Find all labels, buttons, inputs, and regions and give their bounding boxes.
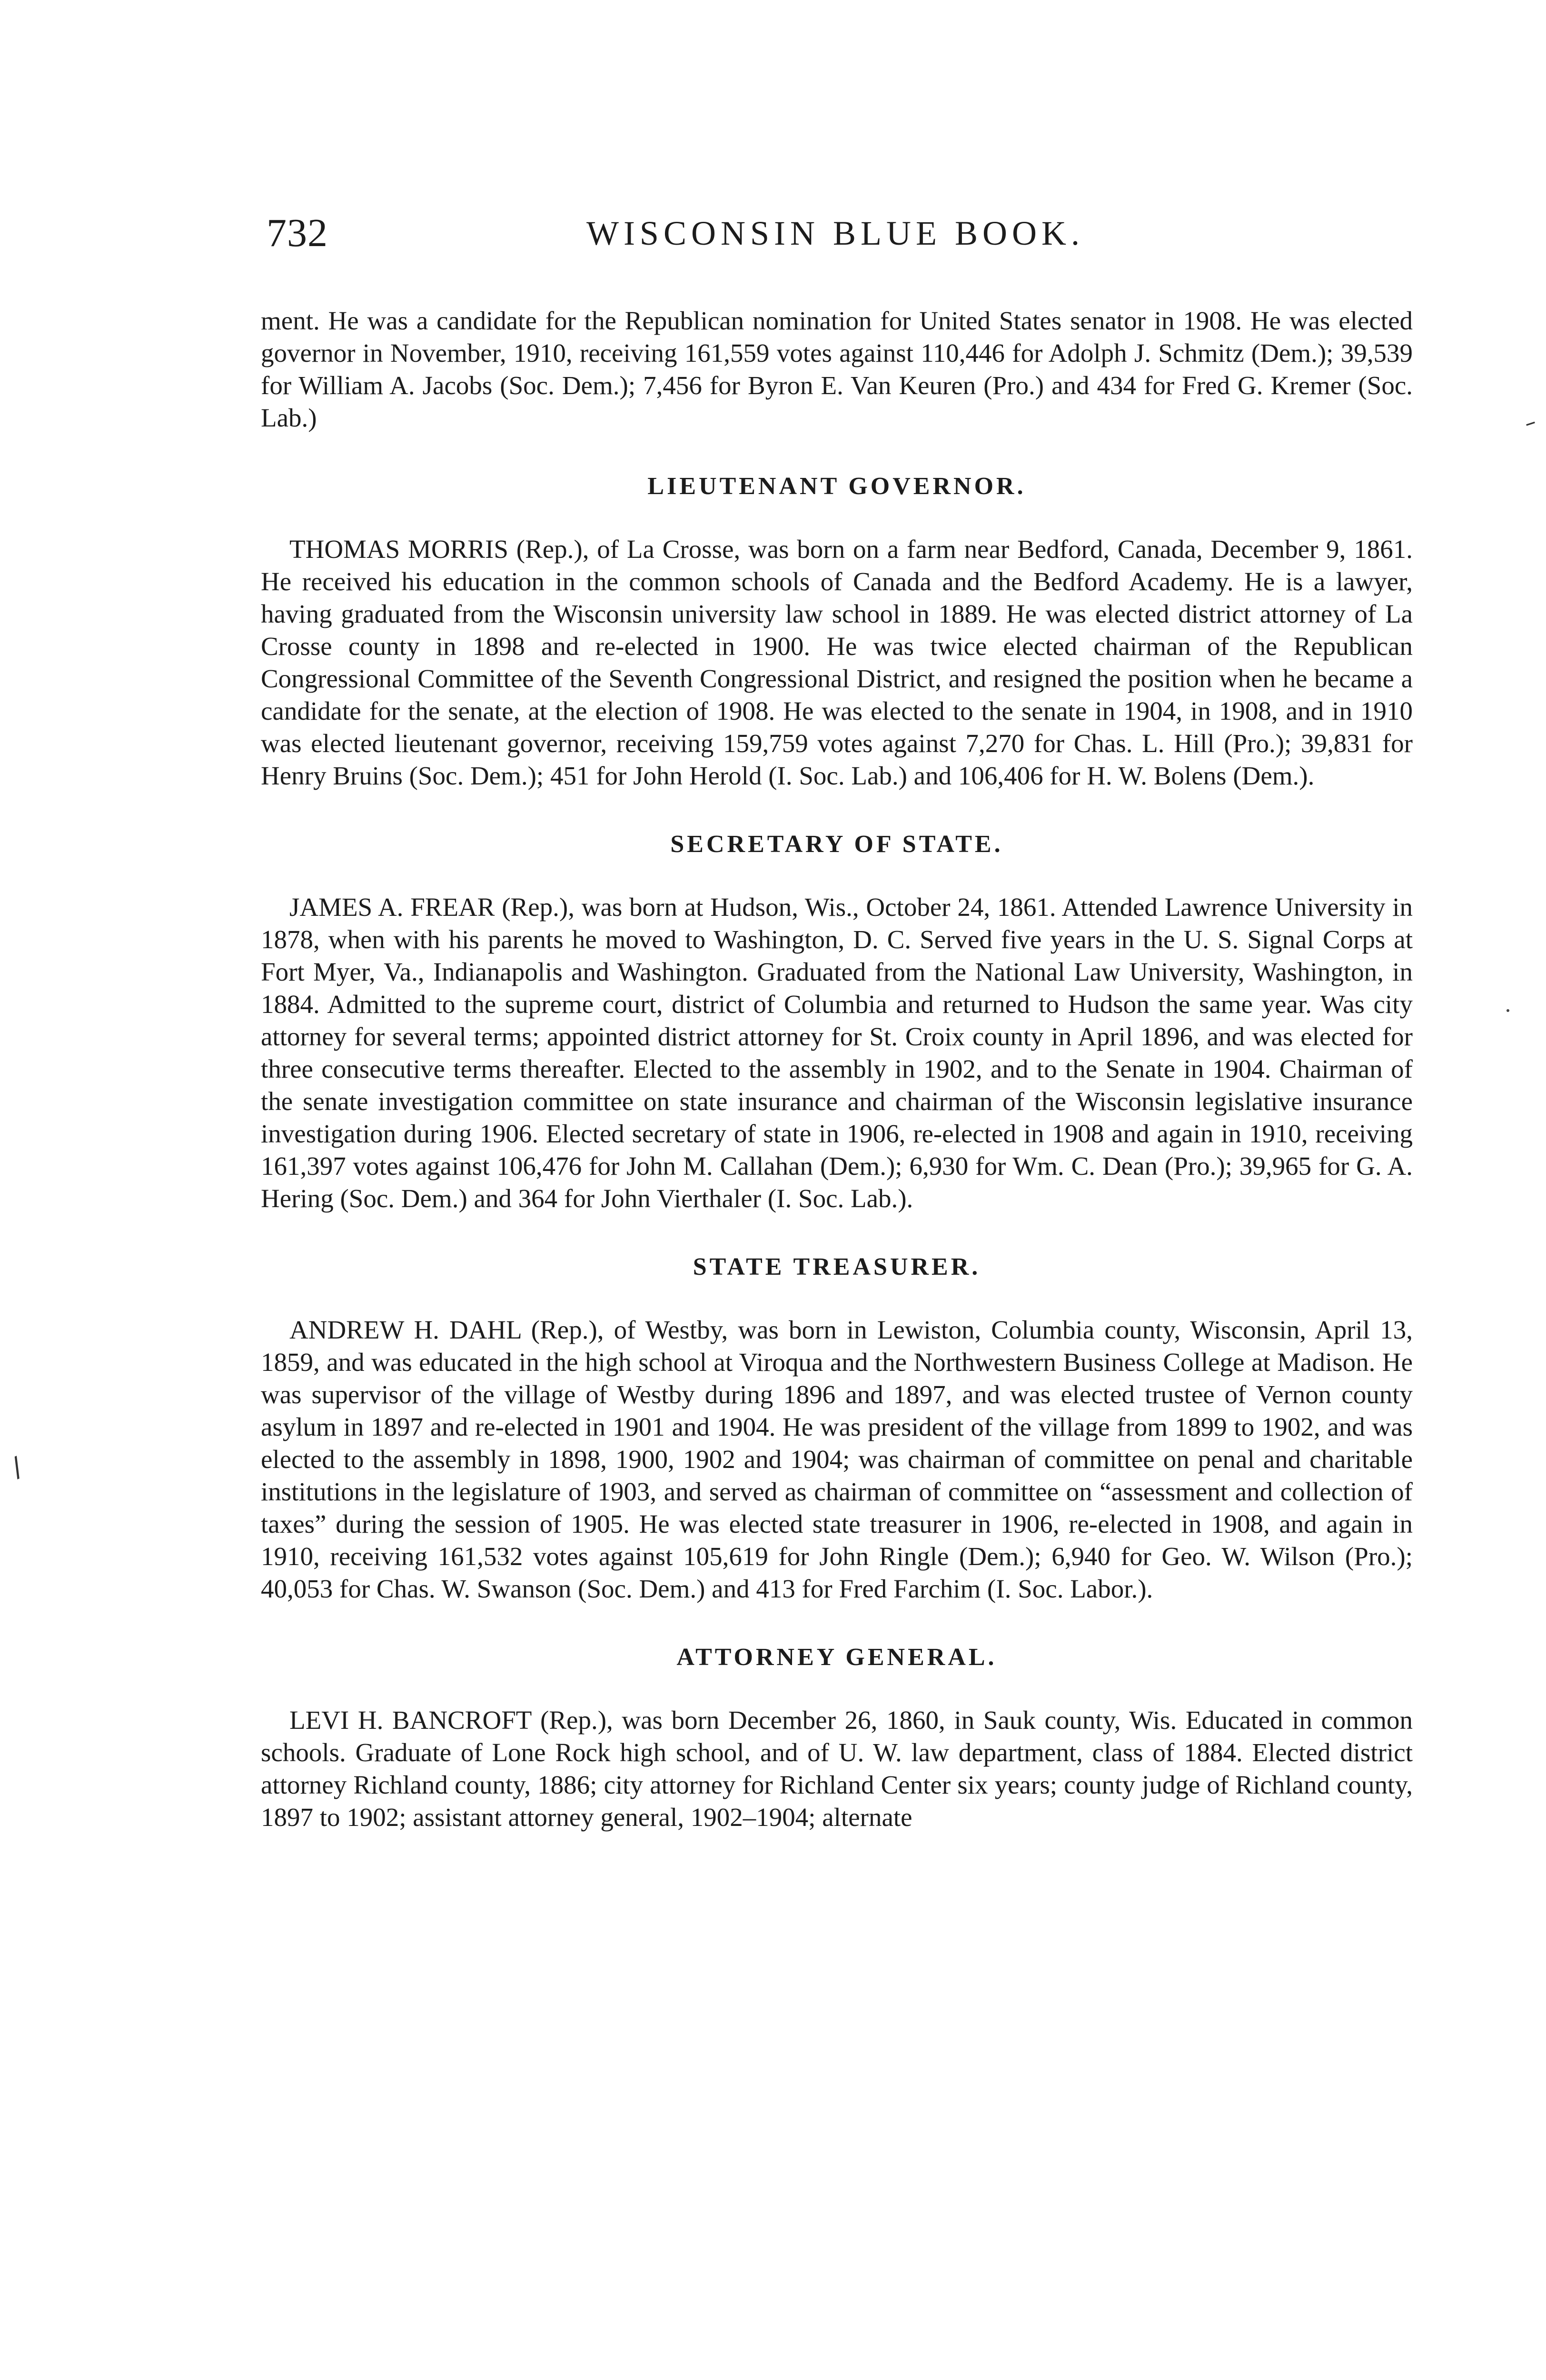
spacer bbox=[261, 503, 1413, 533]
page-number: 732 bbox=[267, 211, 328, 255]
heading-lieutenant-governor: LIEUTENANT GOVERNOR. bbox=[647, 473, 1026, 500]
scan-speck bbox=[1506, 1009, 1509, 1012]
heading-secretary-of-state: SECRETARY OF STATE. bbox=[670, 831, 1003, 858]
paragraph-lieutenant-governor: THOMAS MORRIS (Rep.), of La Crosse, was born on a farm near Bedford, Canada, December 9, 1861. He received his education in the common schools of Canada and the Bedford Academy. He is a lawyer, having graduated from the Wisconsin university law school in 1889. He was elected district attorney of La Crosse county in 1898 and re-elected in 1900. He was twice elected chairman of the Republican Congressional Committee of the Seventh Congressional District, and resigned the position when he became a candidate for the senate, at the election of 1908. He was elected to the senate in 1904, in 1908, and in 1910 was elected lieutenant governor, receiving 159,759 votes against 7,270 for Chas. L. Hill (Pro.); 39,831 for Henry Bruins (Soc. Dem.); 451 for John Herold (I. Soc. Lab.) and 106,406 for H. W. Bolens (Dem.). bbox=[261, 535, 1413, 790]
spacer bbox=[261, 1215, 1413, 1251]
running-head bbox=[267, 205, 1404, 262]
book-title: WISCONSIN BLUE BOOK. bbox=[586, 214, 1084, 252]
margin-pencil-mark: – bbox=[1521, 408, 1539, 436]
heading-attorney-general: ATTORNEY GENERAL. bbox=[676, 1644, 997, 1671]
paragraph-attorney-general: LEVI H. BANCROFT (Rep.), was born December 26, 1860, in Sauk county, Wis. Educated in common schools. Graduate of Lone Rock high school, and of U. W. law department, class of 1884. Elected district attorney Richland county, 1886; city attorney for Richland Center six years; county judge of Richland county, 1897 to 1902; assistant attorney general, 1902–1904; alternate bbox=[261, 1706, 1413, 1832]
paragraph-secretary-of-state: JAMES A. FREAR (Rep.), was born at Hudson, Wis., October 24, 1861. Attended Lawrence University in 1878, when with his parents he moved to Washington, D. C. Served five years in the U. S. Signal Corps at Fort Myer, Va., Indianapolis and Washington. Graduated from the National Law University, Washington, in 1884. Admitted to the supreme court, district of Columbia and returned to Hudson the same year. Was city attorney for several terms; appointed district attorney for St. Croix county in April 1896, and was elected for three consecutive terms thereafter. Elected to the assembly in 1902, and to the Senate in 1904. Chairman of the senate investigation committee on state insurance and chairman of the Wisconsin legislative insurance investigation during 1906. Elected secretary of state in 1906, re-elected in 1908 and again in 1910, receiving 161,397 votes against 106,476 for John M. Callahan (Dem.); 6,930 for Wm. C. Dean (Pro.); 39,965 for G. A. Hering (Soc. Dem.) and 364 for John Vierthaler (I. Soc. Lab.). bbox=[261, 892, 1413, 1213]
continued-paragraph-governor: ment. He was a candidate for the Republican nomination for United States senator in 1908. He was elected governor in November, 1910, receiving 161,559 votes against 110,446 for Adolph J. Schmitz (Dem.); 39,539 for William A. Jacobs (Soc. Dem.); 7,456 for Byron E. Van Keuren (Pro.) and 434 for Fred G. Kremer (Soc. Lab.) bbox=[261, 306, 1413, 432]
body-text bbox=[261, 305, 1413, 1834]
spacer bbox=[261, 861, 1413, 891]
spacer bbox=[261, 792, 1413, 828]
heading-state-treasurer: STATE TREASURER. bbox=[693, 1253, 981, 1280]
spacer bbox=[261, 1605, 1413, 1641]
margin-pencil-mark: ∕ bbox=[6, 1451, 28, 1484]
spacer bbox=[261, 1283, 1413, 1314]
spacer bbox=[261, 1674, 1413, 1704]
spacer bbox=[261, 434, 1413, 470]
paragraph-state-treasurer: ANDREW H. DAHL (Rep.), of Westby, was born in Lewiston, Columbia county, Wisconsin, April 13, 1859, and was educated in the high school at Viroqua and the Northwestern Business College at Madison. He was supervisor of the village of Westby during 1896 and 1897, and was elected trustee of Vernon county asylum in 1897 and re-elected in 1901 and 1904. He was president of the village from 1899 to 1902, and was elected to the assembly in 1898, 1900, 1902 and 1904; was chairman of committee on penal and charitable institutions in the legislature of 1903, and served as chairman of committee on “assessment and collection of taxes” during the session of 1905. He was elected state treasurer in 1906, re-elected in 1908, and again in 1910, receiving 161,532 votes against 105,619 for John Ringle (Dem.); 6,940 for Geo. W. Wilson (Pro.); 40,053 for Chas. W. Swanson (Soc. Dem.) and 413 for Fred Farchim (I. Soc. Labor.). bbox=[261, 1315, 1413, 1603]
